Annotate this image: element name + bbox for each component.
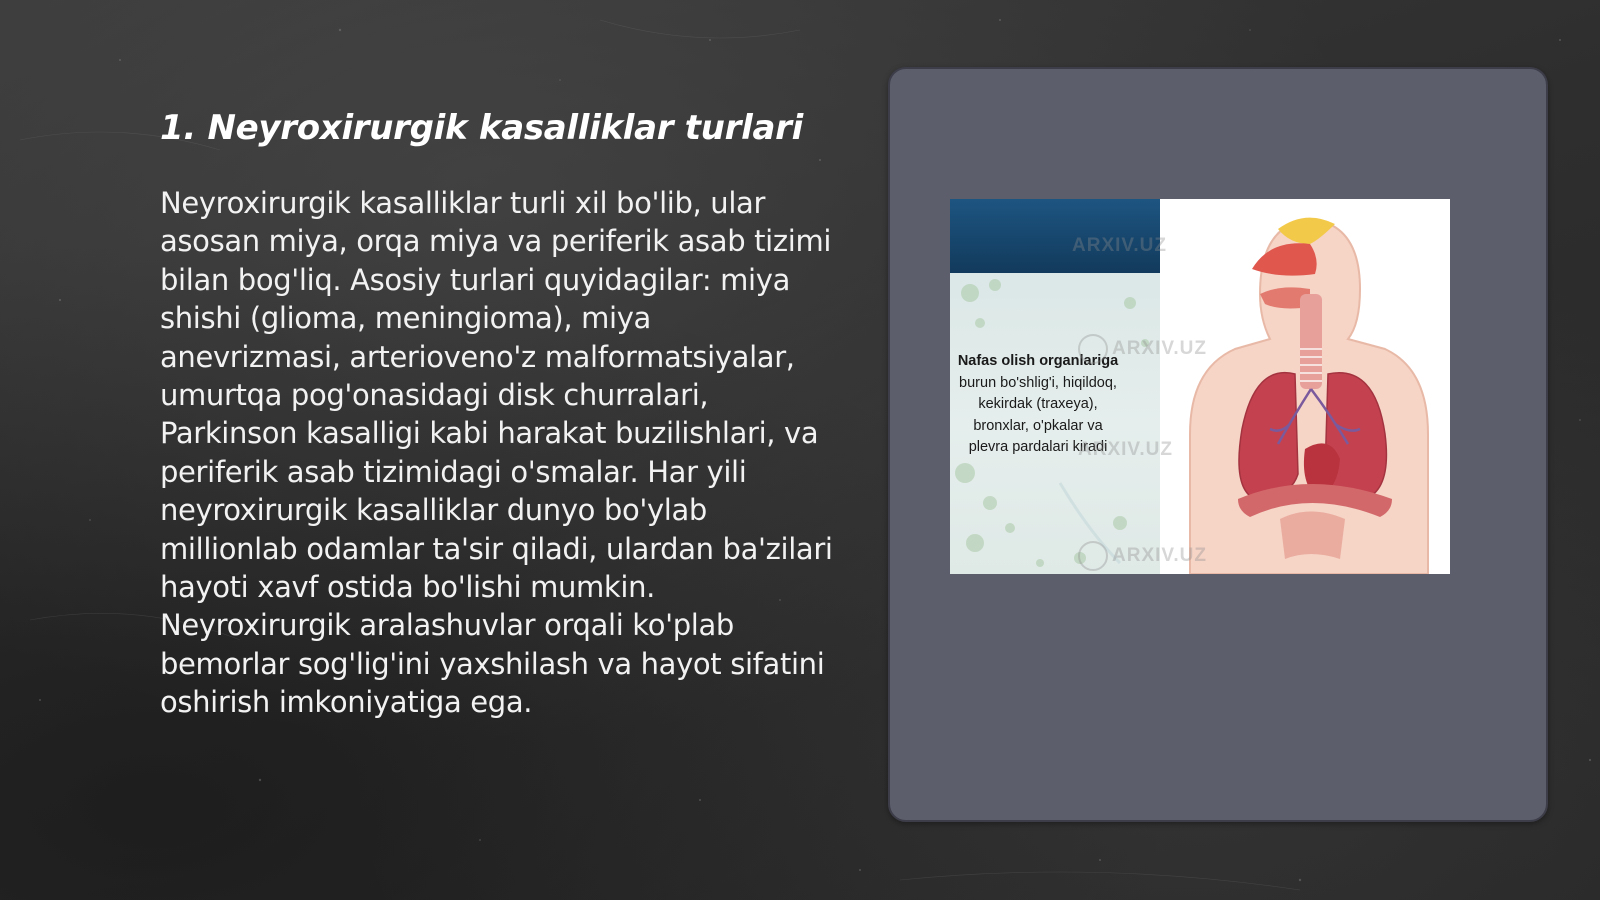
- watermark-top: ARXIV.UZ: [1072, 235, 1167, 256]
- slide-title: 1. Neyroxirurgik kasalliklar turlari: [160, 108, 803, 148]
- watermark-bottom: ARXIV.UZ: [1078, 541, 1207, 571]
- arxiv-logo-icon: [1078, 541, 1108, 571]
- slide-paragraph: Neyroxirurgik kasalliklar turli xil bo'lib, ular asosan miya, orqa miya va periferik asab tizimi bilan bog'liq. Asosiy turlari quyidagilar: miya shishi (glioma, meningioma), miya anevrizmasi, arterioveno'z malformatsiyalar, umurtqa pog'onasidagi disk churralari, Parkinson kasalligi kabi harakat buzilishlari, va periferik asab tizimidagi o'smalar. Har yili neyroxirurgik kasalliklar dunyo bo'ylab millionlab odamlar ta'sir qiladi, ulardan ba'zilari hayoti xavf ostida bo'lishi mumkin. Neyroxirurgik aralashuvlar orqali ko'plab bemorlar sog'lig'ini yaxshilash va hayot sifatini oshirish imkoniyatiga ega.: [160, 186, 833, 720]
- respiratory-system-illustration: [1160, 199, 1450, 574]
- watermark-lower: ARXIV.UZ: [1078, 439, 1173, 460]
- figure-caption-bold: Nafas olish organlariga: [957, 353, 1119, 369]
- respiratory-figure: [950, 199, 1450, 574]
- watermark-middle: ARXIV.UZ: [1078, 334, 1207, 364]
- arxiv-logo-icon: [1078, 334, 1108, 364]
- figure-caption-text: burun bo'shlig'i, hiqildoq, kekirdak (traxeya), bronxlar, o'pkalar va plevra pardalari kiradi: [959, 374, 1117, 455]
